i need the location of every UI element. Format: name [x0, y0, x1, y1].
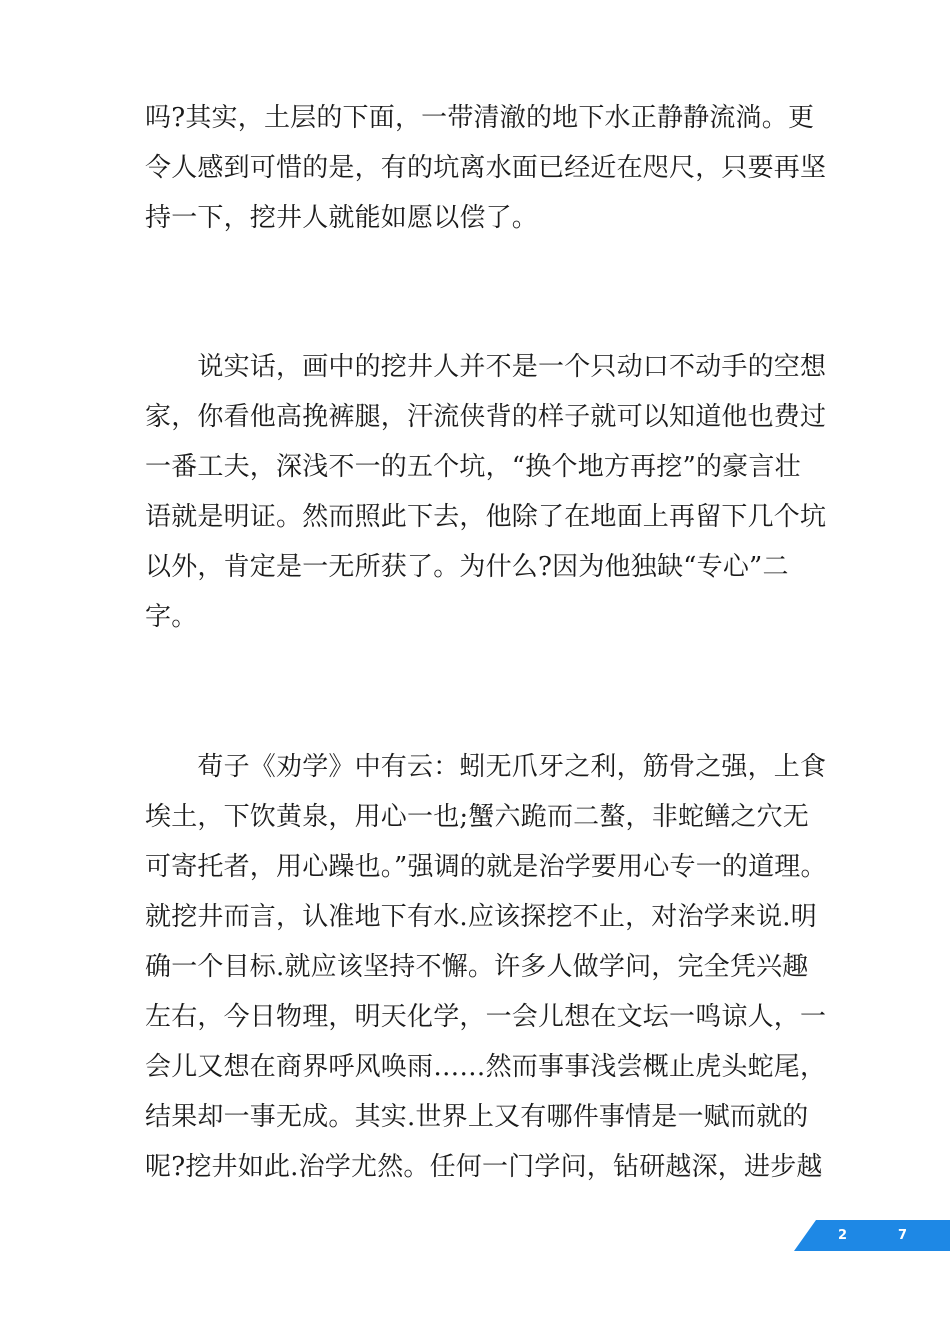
text-line: 左右，今日物理，明天化学，一会儿想在文坛一鸣谅人，一 — [145, 1002, 827, 1032]
text-line: 呢?挖井如此.治学尤然。任何一门学问，钻研越深，进步越 — [145, 1152, 823, 1182]
text-line: 一番工夫，深浅不一的五个坑，“换个地方再挖”的豪言壮 — [145, 452, 801, 482]
text-line: 确一个目标.就应该坚持不懈。许多人做学问，完全凭兴趣 — [145, 952, 809, 982]
text-line: 荀子《劝学》中有云：蚓无爪牙之利，筋骨之强，上食 — [145, 752, 827, 782]
total-pages-number: 7 — [898, 1228, 908, 1243]
page-badge-shape — [794, 1220, 950, 1251]
page-number-badge — [794, 1220, 950, 1251]
text-line: 结果却一事无成。其实.世界上又有哪件事情是一赋而就的 — [145, 1102, 809, 1132]
text-line: 可寄托者，用心躁也。”强调的就是治学要用心专一的道理。 — [145, 852, 827, 882]
text-line: 令人感到可惜的是，有的坑离水面已经近在咫尺，只要再坚 — [145, 153, 827, 183]
text-line: 会儿又想在商界呼风唤雨……然而事事浅尝概止虎头蛇尾， — [145, 1052, 827, 1082]
paragraph-2 — [145, 342, 827, 642]
text-line: 持一下，挖井人就能如愿以偿了。 — [145, 203, 539, 233]
text-line: 字。 — [145, 602, 198, 632]
text-line: 就挖井而言，认准地下有水.应该探挖不止，对治学来说.明 — [145, 902, 817, 932]
text-line: 家，你看他高挽裤腿，汗流侠背的样子就可以知道他也费过 — [145, 402, 827, 432]
text-line: 以外，肯定是一无所获了。为什么?因为他独缺“专心”二 — [145, 552, 789, 582]
text-line: 埃土，下饮黄泉，用心一也;蟹六跪而二螯，非蛇鳝之穴无 — [145, 802, 809, 832]
text-line: 说实话，画中的挖井人并不是一个只动口不动手的空想 — [145, 352, 827, 382]
current-page-number: 2 — [838, 1228, 848, 1243]
paragraph-1 — [145, 93, 827, 243]
paragraph-3 — [145, 742, 827, 1192]
text-line: 吗?其实，土层的下面，一带清澈的地下水正静静流淌。更 — [145, 103, 815, 133]
text-line: 语就是明证。然而照此下去，他除了在地面上再留下几个坑 — [145, 502, 827, 532]
